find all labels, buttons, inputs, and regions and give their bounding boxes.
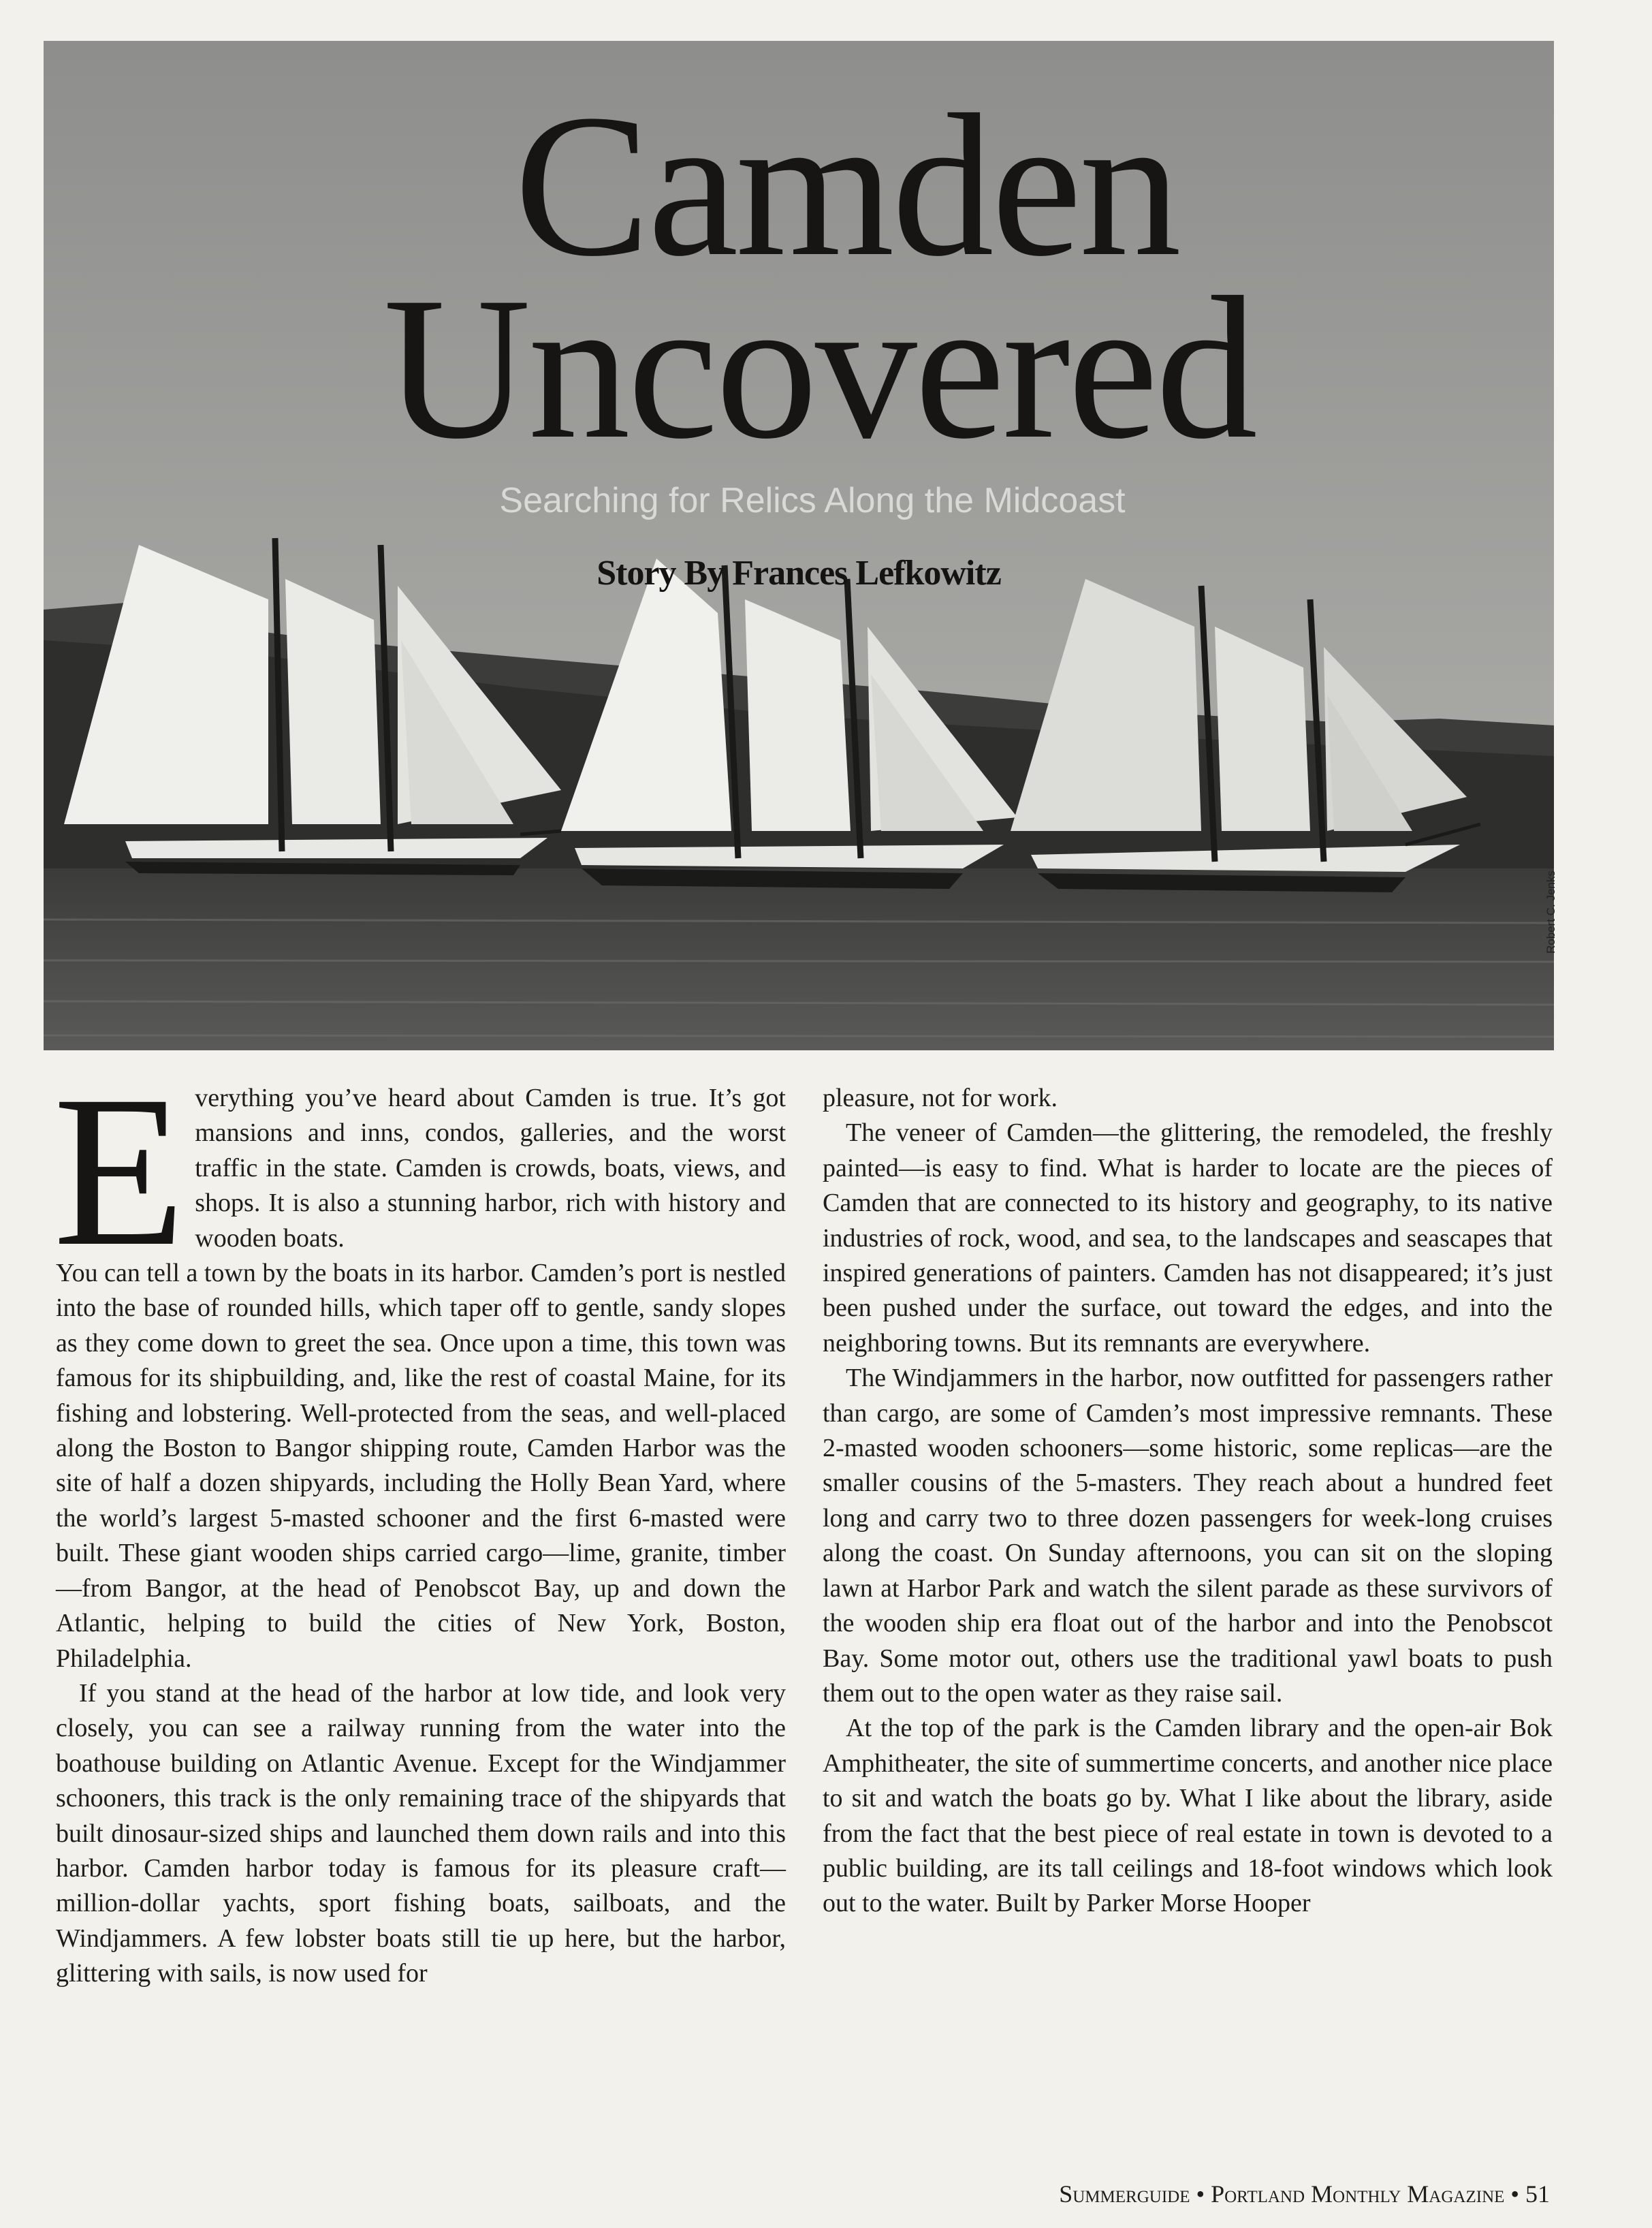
paragraph: The Windjammers in the harbor, now outfitted for passengers rather than cargo, are some of Camden’s most impressive remnants. These 2-masted wooden schooners—some historic, some replicas—are the smaller cousins of the 5-masters. They reach about a hundred feet long and carry two to three dozen passengers for week-long cruises along the coast. On Sunday afternoons, you can sit on the sloping lawn at Harbor Park and watch the silent parade as these survivors of the wooden ship era float out of the harbor and into the Penobscot Bay. Some motor out, others use the traditional yawl boats to push them out to the open water as they raise sail.	[823, 1364, 1553, 1708]
article-byline: Story By Frances Lefkowitz	[597, 554, 1001, 593]
hero-photo	[44, 41, 1554, 1050]
paragraph: At the top of the park is the Camden library and the open-air Bok Amphitheater, the site of summertime concerts, and another nice place to sit and watch the boats go by. What I like about the library, aside from the fact that the best piece of real estate in town is devoted to a public building, are its tall ceilings and 18-foot windows which look out to the water. Built by Parker Morse Hooper	[823, 1714, 1553, 1918]
article-title-line-2: Uncovered	[383, 255, 1255, 481]
article-subtitle: Searching for Relics Along the Midcoast	[499, 481, 1126, 520]
article-column-left	[53, 1051, 786, 1992]
article-column-right	[823, 1081, 1553, 1921]
drop-cap: E	[53, 1051, 186, 1291]
paragraph: You can tell a town by the boats in its harbor. Camden’s port is nestled into the base of rounded hills, which taper off to gentle, sandy slopes as they come down to greet the sea. Once upon a time, this town was famous for its shipbuilding, and, like the rest of coastal Maine, for its fishing and lobstering. Well-protected from the seas, and well-placed along the Boston to Bangor shipping route, Camden Harbor was the site of half a dozen shipyards, including the Holly Bean Yard, where the world’s largest 5-masted schooner and the first 6-masted were built. These giant wooden ships carried cargo—lime, granite, timber—from Bangor, at the head of Penobscot Bay, up and down the Atlantic, helping to build the cities of New York, Boston, Philadelphia.	[56, 1259, 786, 1673]
paragraph: pleasure, not for work.	[823, 1084, 1058, 1112]
paragraph: The veneer of Camden—the glittering, the remodeled, the freshly painted—is easy to find. What is harder to locate are the pieces of Camden that are connected to its history and geography, to its native industries of rock, wood, and sea, to the landscapes and seascapes that inspired generations of painters. Camden has not disappeared; it’s just been pushed under the surface, out toward the edges, and into the neighboring towns. But its remnants are everywhere.	[823, 1118, 1553, 1358]
paragraph: If you stand at the head of the harbor at low tide, and look very closely, you can see a railway running from the water into the boathouse building on Atlantic Avenue. Except for the Windjammer schooners, this track is the only remaining trace of the shipyards that built dinosaur-sized ships and launched them down rails and into this harbor. Camden harbor today is famous for its pleasure craft—million-dollar yachts, sport fishing boats, sailboats, and the Windjammers. A few lobster boats still tie up here, but the harbor, glittering with sails, is now used for	[56, 1678, 786, 1988]
paragraph: verything you’ve heard about Camden is true. It’s got mansions and inns, condos, galleries, and the worst traffic in the state. Camden is crowds, boats, views, and shops. It is also a stunning harbor, rich with history and wooden boats.	[195, 1084, 786, 1253]
page-footer: Summerguide • Portland Monthly Magazine • 51	[1059, 2180, 1550, 2208]
article-title-line-1: Camden	[514, 72, 1179, 298]
photo-credit: Robert C. Jenks	[1544, 870, 1557, 954]
